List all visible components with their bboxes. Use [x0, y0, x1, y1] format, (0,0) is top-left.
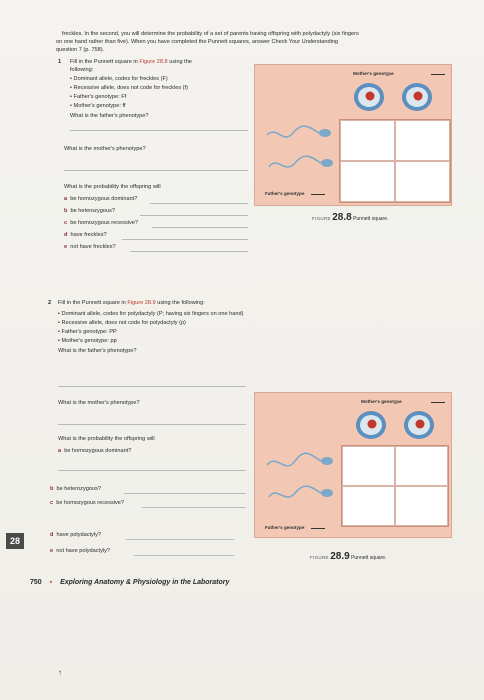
stray-pen-mark: ↑	[58, 668, 62, 677]
fig1-mother-blank	[431, 74, 445, 75]
punnett-cell[interactable]	[395, 161, 450, 202]
q2-option-e-answer-line[interactable]	[134, 555, 234, 556]
q1-mother-answer-line[interactable]	[64, 170, 248, 171]
q1-option-a: a be homozygous dominant?	[64, 196, 138, 202]
page-number: 750	[30, 579, 42, 586]
intro-line-3: question 7 (p. 758).	[56, 47, 105, 53]
q1-stem-b: using the	[169, 59, 192, 65]
q1-figure-ref: Figure 28.8	[139, 59, 168, 65]
q2-father-question: What is the father's phenotype?	[58, 348, 137, 354]
q1-bullet-2: ▪ Recessive allele, does not code for freckles (f)	[70, 85, 188, 91]
q1-option-e-answer-line[interactable]	[130, 251, 248, 252]
q2-bullet-1: ▪ Dominant allele, codes for polydactyly (P; having six fingers on one hand)	[58, 311, 244, 317]
q2-number: 2	[48, 300, 52, 306]
q1-option-d: d have freckles?	[64, 232, 107, 238]
q2-option-b: b be heterozygous?	[50, 486, 102, 492]
q1-stem-a: Fill in the Punnett square in	[70, 59, 138, 65]
fig1-mother-genotype-label: Mother's genotype	[353, 71, 394, 76]
q1-option-c-answer-line[interactable]	[152, 227, 248, 228]
q1-option-b: b be heterozygous?	[64, 208, 116, 214]
q1-prob-question: What is the probability the offspring will	[64, 184, 161, 190]
punnett-cell[interactable]	[340, 120, 395, 161]
q2-option-c-answer-line[interactable]	[142, 507, 246, 508]
fig2-mother-blank	[431, 402, 445, 403]
punnett-cell[interactable]	[395, 486, 448, 526]
fig1-punnett-grid[interactable]	[339, 119, 451, 203]
egg-cell-icon	[353, 408, 389, 442]
q1-father-question: What is the father's phenotype?	[70, 113, 149, 119]
q2-bullet-2: ▪ Recessive allele, does not code for polydactyly (p)	[58, 320, 186, 326]
fig2-mother-genotype-label: Mother's genotype	[361, 399, 402, 404]
q2-option-a: a be homozygous dominant?	[58, 448, 132, 454]
intro-line-2: on one hand rather than five). When you have completed the Punnett squares, answer Check Your Understanding	[56, 39, 339, 45]
q2-option-c: c be homozygous recessive?	[50, 500, 125, 506]
fig2-father-genotype-label: Father's genotype	[265, 525, 305, 530]
q2-option-b-answer-line[interactable]	[124, 493, 246, 494]
fig1-father-blank	[311, 194, 325, 195]
fig2-father-blank	[311, 528, 325, 529]
page-footer	[30, 579, 229, 586]
q1-stem	[70, 59, 192, 66]
punnett-cell[interactable]	[395, 446, 448, 486]
fig2-punnett-grid[interactable]	[341, 445, 449, 527]
figure-28-8-panel	[254, 64, 452, 206]
punnett-cell[interactable]	[340, 161, 395, 202]
book-title: Exploring Anatomy & Physiology in the Laboratory	[60, 579, 230, 586]
q1-bullet-3: ▪ Father's genotype: Ff	[70, 94, 127, 100]
egg-cell-icon	[351, 80, 387, 114]
q1-stem-c: following:	[70, 67, 94, 73]
q2-mother-question: What is the mother's phenotype?	[58, 400, 140, 406]
sperm-cell-icon	[263, 121, 339, 177]
q2-bullet-3: ▪ Father's genotype: PP	[58, 329, 117, 335]
q1-father-answer-line[interactable]	[70, 130, 248, 131]
chapter-tab: 28	[6, 533, 24, 549]
footer-bullet-icon: ▪	[49, 579, 53, 586]
q2-bullet-4: ▪ Mother's genotype: pp	[58, 338, 117, 344]
q1-option-b-answer-line[interactable]	[140, 215, 248, 216]
q2-mother-answer-line[interactable]	[58, 424, 246, 425]
fig1-father-genotype-label: Father's genotype	[265, 191, 305, 196]
q1-mother-question: What is the mother's phenotype?	[64, 146, 146, 152]
q1-option-d-answer-line[interactable]	[122, 239, 248, 240]
figure-28-9-panel	[254, 392, 452, 538]
q2-father-answer-line[interactable]	[58, 386, 246, 387]
q1-bullet-4: ▪ Mother's genotype: ff	[70, 103, 126, 109]
punnett-cell[interactable]	[342, 446, 395, 486]
egg-cell-icon	[401, 408, 437, 442]
figure-28-8-caption: FIGURE 28.8 Punnett square.	[312, 212, 389, 223]
sperm-cell-icon	[263, 449, 341, 507]
q1-bullet-1: ▪ Dominant allele, codes for freckles (F)	[70, 76, 168, 82]
q1-number: 1	[58, 59, 62, 65]
q2-prob-question: What is the probability the offspring will	[58, 436, 155, 442]
q1-option-c: c be homozygous recessive?	[64, 220, 139, 226]
punnett-cell[interactable]	[342, 486, 395, 526]
q2-figure-ref: Figure 28.9	[127, 300, 156, 306]
punnett-cell[interactable]	[395, 120, 450, 161]
figure-28-9-caption: FIGURE 28.9 Punnett square.	[310, 551, 387, 562]
egg-cell-icon	[399, 80, 435, 114]
q1-option-a-answer-line[interactable]	[150, 203, 248, 204]
q2-option-e: e not have polydactyly?	[50, 548, 111, 554]
q1-option-e: e not have freckles?	[64, 244, 116, 250]
q2-stem: Fill in the Punnett square in Figure 28.9 using the following:	[58, 300, 205, 306]
q2-option-a-answer-line[interactable]	[58, 470, 246, 471]
intro-line-1: freckles. In the second, you will determine the probability of a set of parents having offspring with polydactyly (six fingers	[62, 31, 359, 37]
q2-option-d: d have polydactyly?	[50, 532, 101, 538]
q2-option-d-answer-line[interactable]	[126, 539, 234, 540]
